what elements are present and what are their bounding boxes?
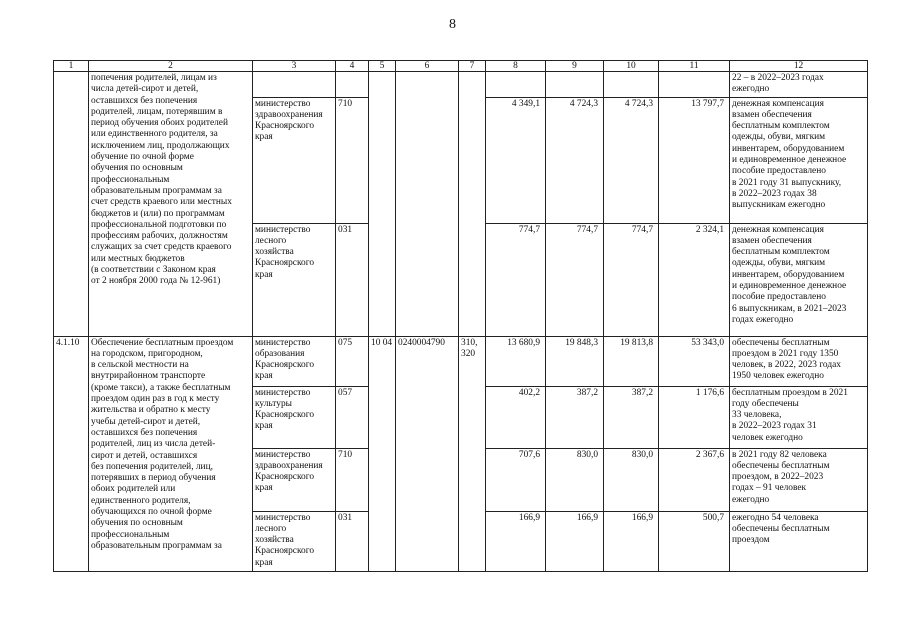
value-cell: 4 724,3 xyxy=(604,97,659,223)
value-cell: 387,2 xyxy=(604,386,659,448)
value-cell: 402,2 xyxy=(486,386,546,448)
header-cell: 5 xyxy=(369,61,396,72)
value-cell xyxy=(659,72,730,98)
value-cell: 2 324,1 xyxy=(659,223,730,336)
page-number: 8 xyxy=(449,17,456,32)
result-cell: ежегодно 54 человека обеспечены бесплатным проездом xyxy=(730,511,868,571)
result-cell: 22 – в 2022–2023 годах ежегодно xyxy=(730,72,868,98)
code-cell: 057 xyxy=(336,386,369,448)
ministry-cell: министерство здравоохранения Красноярского края xyxy=(253,97,336,223)
header-cell: 11 xyxy=(659,61,730,72)
value-cell: 4 349,1 xyxy=(486,97,546,223)
value-cell: 166,9 xyxy=(486,511,546,571)
table-row xyxy=(54,336,868,386)
program-table xyxy=(53,60,868,572)
header-row xyxy=(54,61,868,72)
value-cell xyxy=(546,72,604,98)
result-cell: в 2021 году 82 человека обеспечены бесплатным проездом, в 2022–2023 годах – 91 человек ежегодно xyxy=(730,448,868,511)
expense-type-cell xyxy=(459,72,486,337)
value-cell: 13 797,7 xyxy=(659,97,730,223)
code-cell: 031 xyxy=(336,223,369,336)
code-cell: 075 xyxy=(336,336,369,386)
value-cell: 166,9 xyxy=(604,511,659,571)
expense-type-cell: 310, 320 xyxy=(459,336,486,571)
ministry-cell xyxy=(253,72,336,98)
value-cell: 19 813,8 xyxy=(604,336,659,386)
value-cell: 2 367,6 xyxy=(659,448,730,511)
section-cell: 10 04 xyxy=(369,336,396,571)
value-cell: 166,9 xyxy=(546,511,604,571)
result-cell: обеспечены бесплатным проездом в 2021 году 1350 человек, в 2022, 2023 годах 1950 человек ежегодно xyxy=(730,336,868,386)
ministry-cell: министерство культуры Красноярского края xyxy=(253,386,336,448)
measure-description: Обеспечение бесплатным проездом на городском, пригородном, в сельской местности на внутрирайонном транспорте (кроме такси), а также бесплатным проездом один раз в год к месту жительства и обратно к месту учебы детей-сирот и детей, оставшихся без попечения родителей, лиц из числа детей- сирот и детей, оставшихся без попечения родителей, лиц, потерявших в период обучения обоих родителей или единственного родителя, обучающихся по очной форме обучения по основным профессиональным образовательным программам за xyxy=(89,336,253,571)
value-cell: 500,7 xyxy=(659,511,730,571)
section-cell xyxy=(369,72,396,337)
value-cell: 1 176,6 xyxy=(659,386,730,448)
value-cell: 707,6 xyxy=(486,448,546,511)
header-cell: 6 xyxy=(396,61,459,72)
item-number-cell xyxy=(54,72,89,337)
result-cell: денежная компенсация взамен обеспечения бесплатным комплектом одежды, обуви, мягким инвентарем, оборудованием и единовременное денежное пособие предоставлено в 2021 году 31 выпускнику, в 2022–2023 годах 38 выпускникам ежегодно xyxy=(730,97,868,223)
result-cell: бесплатным проездом в 2021 году обеспечены 33 человека, в 2022–2023 годах 31 человек ежегодно xyxy=(730,386,868,448)
value-cell: 4 724,3 xyxy=(546,97,604,223)
value-cell: 387,2 xyxy=(546,386,604,448)
code-cell: 710 xyxy=(336,97,369,223)
ministry-cell: министерство лесного хозяйства Красноярского края xyxy=(253,223,336,336)
value-cell: 19 848,3 xyxy=(546,336,604,386)
code-cell: 710 xyxy=(336,448,369,511)
value-cell: 830,0 xyxy=(546,448,604,511)
header-cell: 9 xyxy=(546,61,604,72)
ministry-cell: министерство здравоохранения Красноярского края xyxy=(253,448,336,511)
table-row xyxy=(54,72,868,98)
value-cell: 774,7 xyxy=(486,223,546,336)
value-cell: 830,0 xyxy=(604,448,659,511)
ministry-cell: министерство лесного хозяйства Красноярского края xyxy=(253,511,336,571)
result-cell: денежная компенсация взамен обеспечения бесплатным комплектом одежды, обуви, мягким инвентарем, оборудованием и единовременное денежное пособие предоставлено 6 выпускникам, в 2021–2023 годах ежегодно xyxy=(730,223,868,336)
value-cell: 774,7 xyxy=(546,223,604,336)
header-cell: 2 xyxy=(89,61,253,72)
target-code-cell xyxy=(396,72,459,337)
value-cell: 53 343,0 xyxy=(659,336,730,386)
measure-description: попечения родителей, лицам из числа детей-сирот и детей, оставшихся без попечения родителей, лицам, потерявшим в период обучения обоих родителей или единственного родителя, за исключением лиц, продолжающих обучение по очной форме обучения по основным профессиональным образовательным программам за счет средств краевого или местных бюджетов и (или) по программам профессиональной подготовки по профессиям рабочих, должностям служащих за счет средств краевого или местных бюджетов (в соответствии с Законом края от 2 ноября 2000 года № 12-961) xyxy=(89,72,253,337)
header-cell: 1 xyxy=(54,61,89,72)
ministry-cell: министерство образования Красноярского края xyxy=(253,336,336,386)
value-cell: 774,7 xyxy=(604,223,659,336)
item-number: 4.1.10 xyxy=(54,336,89,571)
header-cell: 4 xyxy=(336,61,369,72)
target-code-cell: 0240004790 xyxy=(396,336,459,571)
value-cell: 13 680,9 xyxy=(486,336,546,386)
code-cell xyxy=(336,72,369,98)
header-cell: 7 xyxy=(459,61,486,72)
header-cell: 10 xyxy=(604,61,659,72)
code-cell: 031 xyxy=(336,511,369,571)
value-cell xyxy=(604,72,659,98)
header-cell: 12 xyxy=(730,61,868,72)
value-cell xyxy=(486,72,546,98)
header-cell: 8 xyxy=(486,61,546,72)
header-cell: 3 xyxy=(253,61,336,72)
